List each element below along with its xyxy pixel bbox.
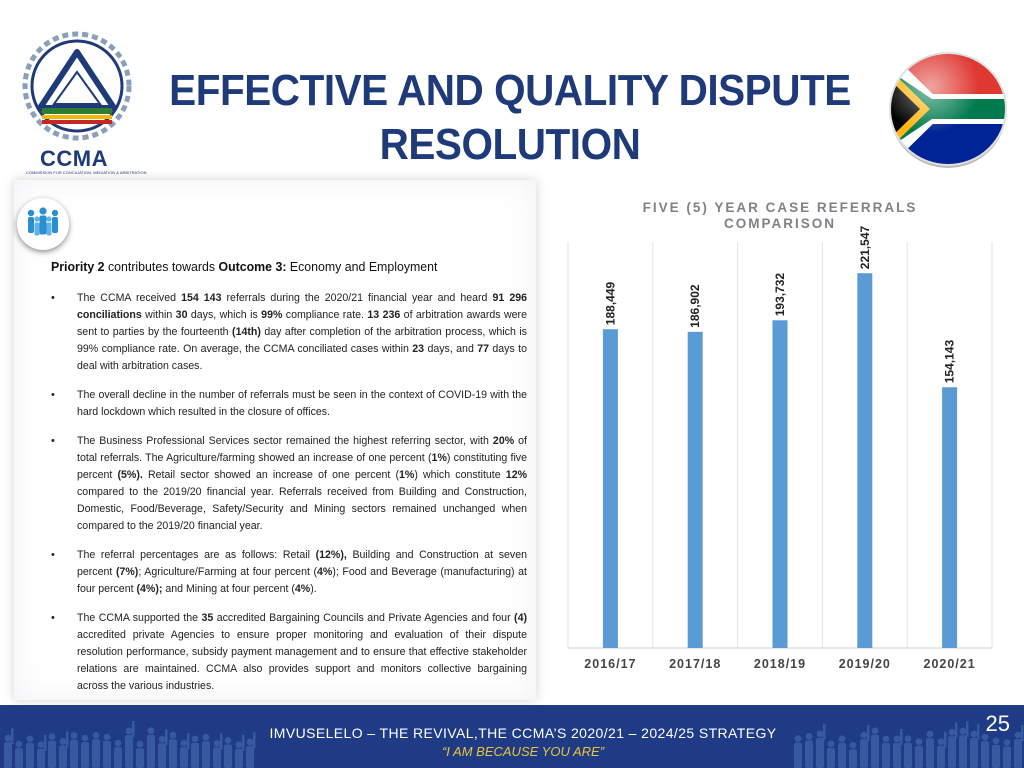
bullet-text: ) constituting five percent <box>77 452 527 481</box>
bullet-bold-text: 4% <box>317 566 333 578</box>
bullet-bold-text: (7%) <box>115 566 139 578</box>
bullet-text: ); Food and Beverage (manufacturing) at four percent <box>77 566 527 595</box>
page-number: 25 <box>985 711 1010 736</box>
bullet-text: Retail sector showed an increase of one percent ( <box>142 469 400 481</box>
chart-bar <box>857 273 872 648</box>
bullet-text: within <box>141 309 176 321</box>
bullet-text: days to deal with arbitration cases. <box>77 343 527 372</box>
bullet-text: days, and <box>424 343 478 355</box>
bullet-text: The overall decline in the number of referrals must be seen in the context of COVID-19 with the hard lockdown which resulted in the closure of offices. <box>77 389 527 418</box>
bullet-text: ). <box>310 583 317 595</box>
bullet-text: compared to the 2019/20 financial year. Referrals received from Building and Construction, Domestic, Food/Beverage, Safety/Security and Mining sectors remained unchanged when compared to the 2019/20 financial year. <box>77 486 527 532</box>
bullet-text: referrals during the 2020/21 financial year and heard <box>221 292 493 304</box>
bullet-dot-icon: • <box>51 549 55 561</box>
chart-category-label: 2016/17 <box>584 657 637 671</box>
text-panel <box>14 180 536 700</box>
intro-outcome: Outcome 3: <box>218 259 287 274</box>
bullet-item <box>51 547 527 598</box>
priority-intro <box>51 259 437 274</box>
bullet-dot-icon: • <box>51 612 55 624</box>
bullet-text: ; Agriculture/Farming at four percent ( <box>138 566 318 578</box>
bullet-bold-text: 20% <box>492 435 515 447</box>
bullet-text: The CCMA supported the <box>77 612 202 624</box>
bullet-bold-text: 99% <box>261 309 283 321</box>
bullet-bold-text: (14th) <box>232 326 261 338</box>
title-line-1: EFFECTIVE AND QUALITY DISPUTE <box>169 66 851 115</box>
logo-text: CCMA <box>40 146 108 171</box>
bullet-bold-text: 13 236 <box>367 309 401 321</box>
people-badge <box>17 198 69 250</box>
title-line-2: RESOLUTION <box>379 120 641 169</box>
chart-value-label: 154,143 <box>942 339 957 384</box>
bullet-bold-text: 35 <box>201 612 214 624</box>
bullet-text: Building and Construction at seven percent <box>77 549 527 578</box>
bullet-bold-text: 91 296 conciliations <box>77 292 528 321</box>
bullet-bold-text: (12%), <box>315 549 347 561</box>
chart-value-label: 188,449 <box>603 281 618 326</box>
bullet-text: The referral percentages are as follows: Retail <box>77 549 316 561</box>
chart-category-label: 2020/21 <box>923 657 976 671</box>
bullet-bold-text: 77 <box>477 343 490 355</box>
bullet-bold-text: (4) <box>514 612 527 624</box>
bullet-item <box>51 433 527 535</box>
footer-banner <box>0 705 1024 768</box>
bullet-text: of arbitration awards were sent to parties by the fourteenth <box>77 309 527 338</box>
bullet-text: The Business Professional Services sector remained the highest referring sector, with <box>77 435 493 447</box>
bullet-text: ) which constitute <box>414 469 506 481</box>
intro-connector: contributes towards <box>104 259 219 274</box>
bullet-bold-text: (5%). <box>117 469 143 481</box>
bullet-dot-icon: • <box>51 389 55 401</box>
footer-slogan: “I AM BECAUSE YOU ARE” <box>441 744 605 759</box>
bullet-bold-text: 154 143 <box>181 292 222 304</box>
bullet-bold-text: 1% <box>431 452 447 464</box>
bullet-bold-text: (4%); <box>136 583 163 595</box>
page-title <box>160 64 859 172</box>
chart-bar <box>603 329 618 648</box>
bullet-item <box>51 290 527 375</box>
chart-bar <box>773 320 788 648</box>
bullet-bold-text: 12% <box>505 469 527 481</box>
bullet-bold-text: 4% <box>294 583 311 595</box>
chart-bar <box>942 387 957 648</box>
bullet-text: days, which is <box>187 309 262 321</box>
bullet-bold-text: 23 <box>412 343 425 355</box>
referrals-chart <box>560 190 1000 680</box>
bullet-list <box>51 290 527 707</box>
people-group-icon <box>23 204 63 244</box>
bullet-text: and Mining at four percent ( <box>162 583 295 595</box>
bullet-item <box>51 610 527 695</box>
bullet-text: The CCMA received <box>77 292 182 304</box>
chart-category-label: 2018/19 <box>753 657 807 671</box>
ccma-logo <box>18 28 147 176</box>
intro-priority: Priority 2 <box>51 259 105 274</box>
bullet-bold-text: 1% <box>399 469 415 481</box>
bullet-text: of total referrals. The Agriculture/farming showed an increase of one percent ( <box>77 435 527 464</box>
bullet-text: accredited private Agencies to ensure proper monitoring and evaluation of their dispute resolution performance, subsidy payment management and to ensure that effective stakeholder relations are maintained. CCMA also provides support and monitors collective bargaining across the various industries. <box>77 629 527 692</box>
chart-category-label: 2017/18 <box>669 657 722 671</box>
logo-tagline: COMMISSION FOR CONCILIATION, MEDIATION & ARBITRATION <box>26 170 147 175</box>
bullet-bold-text: 30 <box>175 309 188 321</box>
chart-plot <box>560 190 1000 680</box>
chart-value-label: 221,547 <box>857 225 872 270</box>
chart-category-label: 2019/20 <box>838 657 891 671</box>
bullet-text: accredited Bargaining Councils and Private Agencies and four <box>213 612 515 624</box>
ccma-emblem-icon <box>18 28 136 146</box>
chart-value-label: 186,902 <box>688 284 703 328</box>
bullet-dot-icon: • <box>51 435 55 447</box>
bullet-text: compliance rate. <box>282 309 368 321</box>
intro-topic: Economy and Employment <box>286 259 438 274</box>
south-africa-flag-icon <box>886 48 1010 170</box>
footer-strategy-text: IMVUSELELO – THE REVIVAL,THE CCMA’S 2020/21 – 2024/25 STRATEGY <box>269 725 777 741</box>
bullet-text: day after completion of the arbitration process, which is 99% compliance rate. On average, the CCMA conciliated cases within <box>77 326 527 355</box>
chart-title: FIVE (5) YEAR CASE REFERRALS COMPARISON <box>642 200 918 231</box>
chart-bar <box>688 332 703 648</box>
bullet-dot-icon: • <box>51 292 55 304</box>
bullet-item <box>51 387 527 421</box>
chart-value-label: 193,732 <box>773 272 787 317</box>
